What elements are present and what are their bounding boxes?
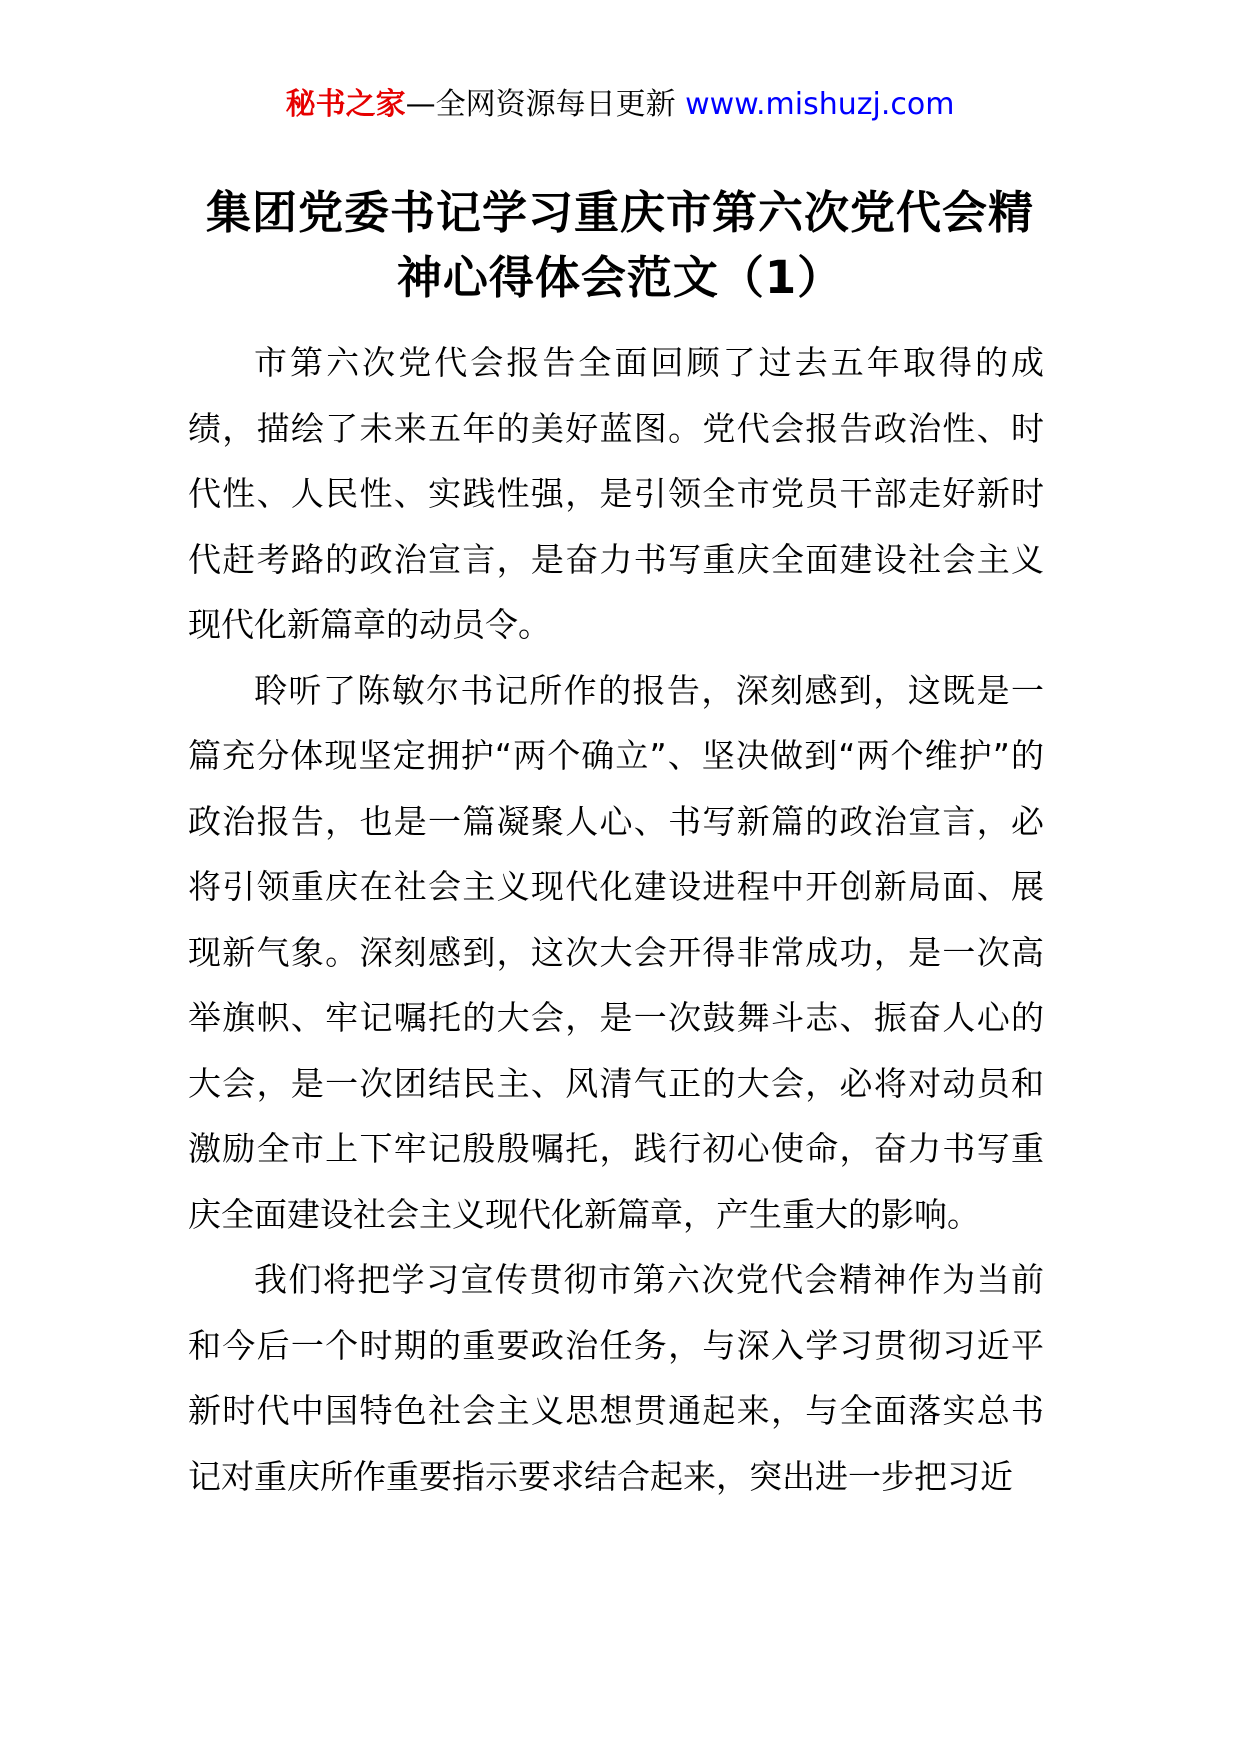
paragraph-2: 聆听了陈敏尔书记所作的报告，深刻感到，这既是一篇充分体现坚定拥护“两个确立”、坚决做到“两个维护”的政治报告，也是一篇凝聚人心、书写新篇的政治宣言，必将引领重庆在社会主义现代化建设进程中开创新局面、展现新气象。深刻感到，这次大会开得非常成功，是一次高举旗帜、牢记嘱托的大会，是一次鼓舞斗志、振奋人心的大会，是一次团结民主、风清气正的大会，必将对动员和激励全市上下牢记殷殷嘱托，践行初心使命，奋力书写重庆全面建设社会主义现代化新篇章，产生重大的影响。: [188, 670, 1044, 1234]
site-slogan: —全网资源每日更新: [405, 87, 676, 122]
site-header: [0, 85, 1240, 125]
paragraph-3: 我们将把学习宣传贯彻市第六次党代会精神作为当前和今后一个时期的重要政治任务，与深入学习贯彻习近平新时代中国特色社会主义思想贯通起来，与全面落实总书记对重庆所作重要指示要求结合起来，突出进一步把习近: [188, 1260, 1044, 1496]
site-url[interactable]: www.mishuzj.com: [685, 87, 955, 122]
paragraph-1: 市第六次党代会报告全面回顾了过去五年取得的成绩，描绘了未来五年的美好蓝图。党代会报告政治性、时代性、人民性、实践性强，是引领全市党员干部走好新时代赶考路的政治宣言，是奋力书写重庆全面建设社会主义现代化新篇章的动员令。: [188, 343, 1044, 644]
document-title: 集团党委书记学习重庆市第六次党代会精神心得体会范文（1）: [205, 186, 1034, 304]
site-brand: 秘书之家: [285, 87, 406, 122]
document-body: [188, 330, 1044, 1509]
